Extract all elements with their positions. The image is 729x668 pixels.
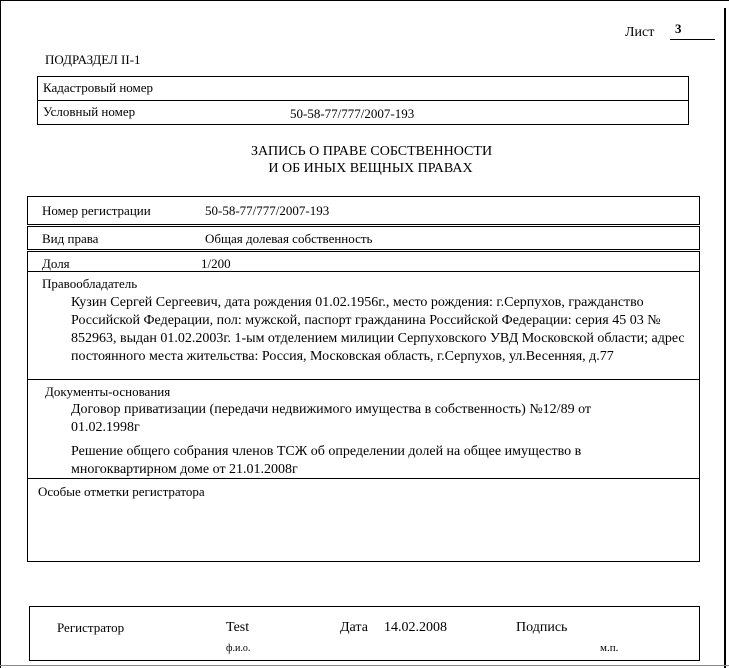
sheet-number-underline — [670, 39, 715, 40]
registrar-name: Test — [226, 620, 250, 635]
page-border-right — [724, 8, 726, 668]
conditional-number-value: 50-58-77/777/2007-193 — [290, 106, 415, 121]
right-type-label: Вид права — [42, 231, 99, 246]
document-item: Решение общего собрания членов ТСЖ об определении долей на общее имущество в многоквартирном доме от 21.01.2008г — [71, 444, 582, 477]
sheet-label: Лист — [625, 25, 655, 40]
sheet-number: 3 — [675, 21, 682, 36]
subsection-title: ПОДРАЗДЕЛ II-1 — [45, 52, 141, 67]
stamp-caption: м.п. — [600, 642, 619, 654]
signature-label: Подпись — [516, 620, 568, 635]
documents-label: Документы-основания — [45, 384, 171, 399]
holder-divider — [27, 379, 700, 380]
registration-number-label: Номер регистрации — [42, 203, 151, 218]
right-type-value: Общая долевая собственность — [205, 231, 373, 246]
page-border-bottom — [0, 665, 729, 666]
registration-number-value: 50-58-77/777/2007-193 — [205, 203, 330, 218]
date-value: 14.02.2008 — [384, 620, 447, 635]
share-divider — [27, 271, 700, 272]
page-border-top — [0, 0, 729, 1]
conditional-number-label: Условный номер — [43, 104, 136, 119]
registrar-label: Регистратор — [57, 620, 125, 635]
page-border-left — [0, 0, 1, 668]
fio-caption: ф.и.о. — [226, 643, 251, 654]
record-title-line1: ЗАПИСЬ О ПРАВЕ СОБСТВЕННОСТИ — [250, 144, 493, 159]
identifiers-divider — [37, 100, 689, 101]
record-title-line2: И ОБ ИНЫХ ВЕЩНЫХ ПРАВАХ — [268, 161, 473, 176]
share-value: 1/200 — [201, 256, 231, 271]
document-item: Договор приватизации (передачи недвижимого имущества в собственность) №12/89 от 01.02.1998г — [71, 402, 592, 435]
holder-text: Кузин Сергей Сергеевич, дата рождения 01.02.1956г., место рождения: г.Серпухов, гражданство Российской Федерации, пол: мужской, паспорт гражданина Российской Федерации: серия 45 03 № 852963, выдан 01.02.2003г. 1-ым отделением милиции Серпуховского УВД Московской области; адрес постоянного места жительства: Россия, Московская область, г.Серпухов, ул.Весенняя, д.77 — [71, 295, 685, 364]
date-label: Дата — [340, 620, 368, 635]
registrar-notes-label: Особые отметки регистратора — [38, 484, 205, 499]
holder-label: Правообладатель — [42, 276, 138, 291]
cadastral-number-label: Кадастровый номер — [43, 80, 154, 95]
share-label: Доля — [42, 256, 70, 271]
